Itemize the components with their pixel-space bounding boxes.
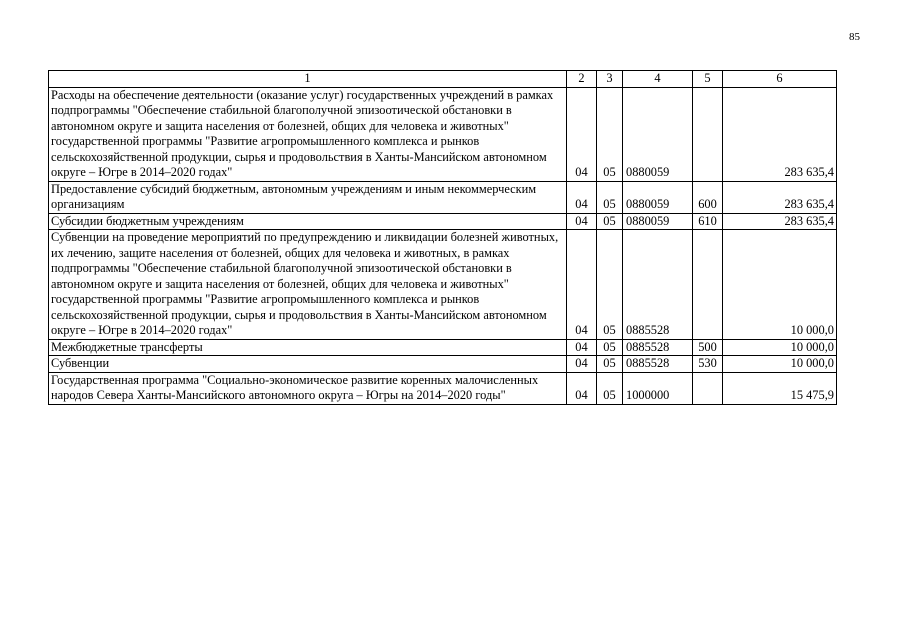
row-target: 0880059 <box>623 213 693 230</box>
row-name: Межбюджетные трансферты <box>49 339 567 356</box>
row-subsection: 05 <box>597 372 623 404</box>
row-name: Предоставление субсидий бюджетным, автономным учреждениям и иным некоммерческим организациям <box>49 181 567 213</box>
table-row <box>49 372 837 404</box>
row-name: Субсидии бюджетным учреждениям <box>49 213 567 230</box>
row-amount: 10 000,0 <box>723 356 837 373</box>
row-amount: 283 635,4 <box>723 181 837 213</box>
column-header-subsection: 3 <box>597 71 623 88</box>
row-section: 04 <box>567 356 597 373</box>
row-amount: 10 000,0 <box>723 230 837 340</box>
row-expense-type <box>693 372 723 404</box>
column-header-expense-type: 5 <box>693 71 723 88</box>
row-section: 04 <box>567 372 597 404</box>
row-expense-type: 500 <box>693 339 723 356</box>
row-expense-type <box>693 87 723 181</box>
row-name: Субвенции на проведение мероприятий по предупреждению и ликвидации болезней животных, их лечению, защите населения от болезней, общих для человека и животных, в рамках подпрограммы "Обеспечение стабильной благополучной эпизоотической обстановки в автономном округе и защита населения от болезней, общих для человека и животных" государственной программы "Развитие агропромышленного комплекса и рынков сельскохозяйственной продукции, сырья и продовольствия в Ханты-Мансийском автономном округе – Югре в 2014–2020 годах" <box>49 230 567 340</box>
row-name: Государственная программа "Социально-экономическое развитие коренных малочисленных народов Севера Ханты-Мансийского автономного округа – Югры на 2014–2020 годы" <box>49 372 567 404</box>
row-expense-type: 530 <box>693 356 723 373</box>
row-section: 04 <box>567 181 597 213</box>
row-expense-type: 600 <box>693 181 723 213</box>
row-amount: 283 635,4 <box>723 213 837 230</box>
row-target: 0880059 <box>623 181 693 213</box>
row-subsection: 05 <box>597 230 623 340</box>
row-target: 0880059 <box>623 87 693 181</box>
row-target: 0885528 <box>623 356 693 373</box>
column-header-section: 2 <box>567 71 597 88</box>
budget-table <box>48 70 837 405</box>
row-section: 04 <box>567 87 597 181</box>
row-subsection: 05 <box>597 181 623 213</box>
row-amount: 10 000,0 <box>723 339 837 356</box>
row-amount: 15 475,9 <box>723 372 837 404</box>
table-header-row <box>49 71 837 88</box>
row-subsection: 05 <box>597 356 623 373</box>
row-name: Расходы на обеспечение деятельности (оказание услуг) государственных учреждений в рамках подпрограммы "Обеспечение стабильной благополучной эпизоотической обстановки в автономном округе и защита населения от болезней, общих для человека и животных" государственной программы "Развитие агропромышленного комплекса и рынков сельскохозяйственной продукции, сырья и продовольствия в Ханты-Мансийском автономном округе – Югре в 2014–2020 годах" <box>49 87 567 181</box>
row-section: 04 <box>567 213 597 230</box>
row-target: 0885528 <box>623 339 693 356</box>
column-header-amount: 6 <box>723 71 837 88</box>
row-name: Субвенции <box>49 356 567 373</box>
row-target: 0885528 <box>623 230 693 340</box>
row-expense-type <box>693 230 723 340</box>
table-row <box>49 356 837 373</box>
row-expense-type: 610 <box>693 213 723 230</box>
table-row <box>49 213 837 230</box>
column-header-name: 1 <box>49 71 567 88</box>
column-header-target: 4 <box>623 71 693 88</box>
row-target: 1000000 <box>623 372 693 404</box>
row-subsection: 05 <box>597 339 623 356</box>
table-row <box>49 339 837 356</box>
table-row <box>49 181 837 213</box>
row-subsection: 05 <box>597 213 623 230</box>
row-section: 04 <box>567 230 597 340</box>
row-subsection: 05 <box>597 87 623 181</box>
page-number: 85 <box>849 31 860 43</box>
row-amount: 283 635,4 <box>723 87 837 181</box>
table-row <box>49 87 837 181</box>
row-section: 04 <box>567 339 597 356</box>
table-row <box>49 230 837 340</box>
